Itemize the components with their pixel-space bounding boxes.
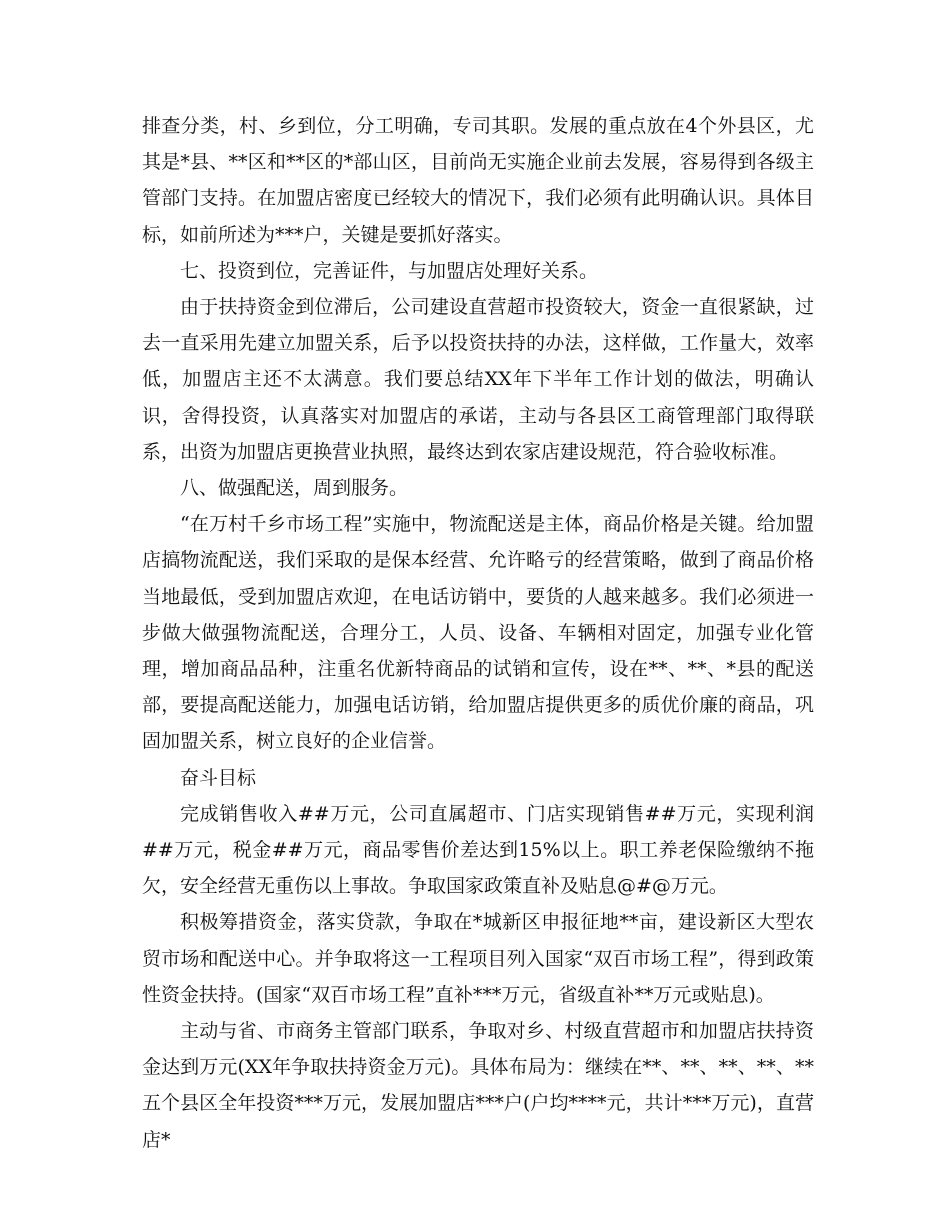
section-heading-eight: 八、做强配送，周到服务。 xyxy=(180,477,409,500)
paragraph-distribution: “在万村千乡市场工程”实施中，物流配送是主体，商品价格是关键。给加盟店搞物流配送，我们采取的是保本经营、允许略亏的经营策略，做到了商品价格当地最低，受到加盟店欢迎，在电话访销中，要货的人越来越多。我们必须进一步做大做强物流配送，合理分工，人员、设备、车辆相对固定，加强专业化管理，增加商品品种，注重名优新特商品的试销和宣传，设在**、**、*县的配送部，要提高配送能力，加强电话访销，给加盟店提供更多的质优价廉的商品，巩固加盟关系，树立良好的企业信誉。 xyxy=(142,513,814,753)
section-heading-seven: 七、投资到位，完善证件，与加盟店处理好关系。 xyxy=(180,259,599,282)
paragraph-layout: 主动与省、市商务主管部门联系，争取对乡、村级直营超市和加盟店扶持资金达到万元(XX年争取扶持资金万元)。具体布局为：继续在**、**、**、**、**五个县区全年投资***万元，发展加盟店***户(户均****元，共计***万元)，直营店* xyxy=(142,1020,814,1151)
paragraph-investment: 由于扶持资金到位滞后，公司建设直营超市投资较大，资金一直很紧缺，过去一直采用先建立加盟关系，后予以投资扶持的办法，这样做，工作量大，效率低，加盟店主还不太满意。我们要总结XX年下半年工作计划的做法，明确认识，舍得投资，认真落实对加盟店的承诺，主动与各县区工商管理部门取得联系，出资为加盟店更换营业执照，最终达到农家店建设规范，符合验收标准。 xyxy=(142,296,814,463)
section-heading-goals: 奋斗目标 xyxy=(180,766,257,789)
document-page xyxy=(142,108,814,1158)
paragraph-funding: 积极筹措资金，落实贷款，争取在*城新区申报征地**亩，建设新区大型农贸市场和配送中心。并争取将这一工程项目列入国家“双百市场工程”，得到政策性资金扶持。(国家“双百市场工程”直补***万元，省级直补**万元或贴息)。 xyxy=(142,911,814,1006)
paragraph-continued: 排查分类，村、乡到位，分工明确，专司其职。发展的重点放在4个外县区，尤其是*县、**区和**区的*部山区，目前尚无实施企业前去发展，容易得到各级主管部门支持。在加盟店密度已经较大的情况下，我们必须有此明确认识。具体目标，如前所述为***户，关键是要抓好落实。 xyxy=(142,115,814,246)
paragraph-sales-targets: 完成销售收入##万元，公司直属超市、门店实现销售##万元，实现利润##万元，税金##万元，商品零售价差达到15%以上。职工养老保险缴纳不拖欠，安全经营无重伤以上事故。争取国家政策直补及贴息@#@万元。 xyxy=(142,802,814,898)
